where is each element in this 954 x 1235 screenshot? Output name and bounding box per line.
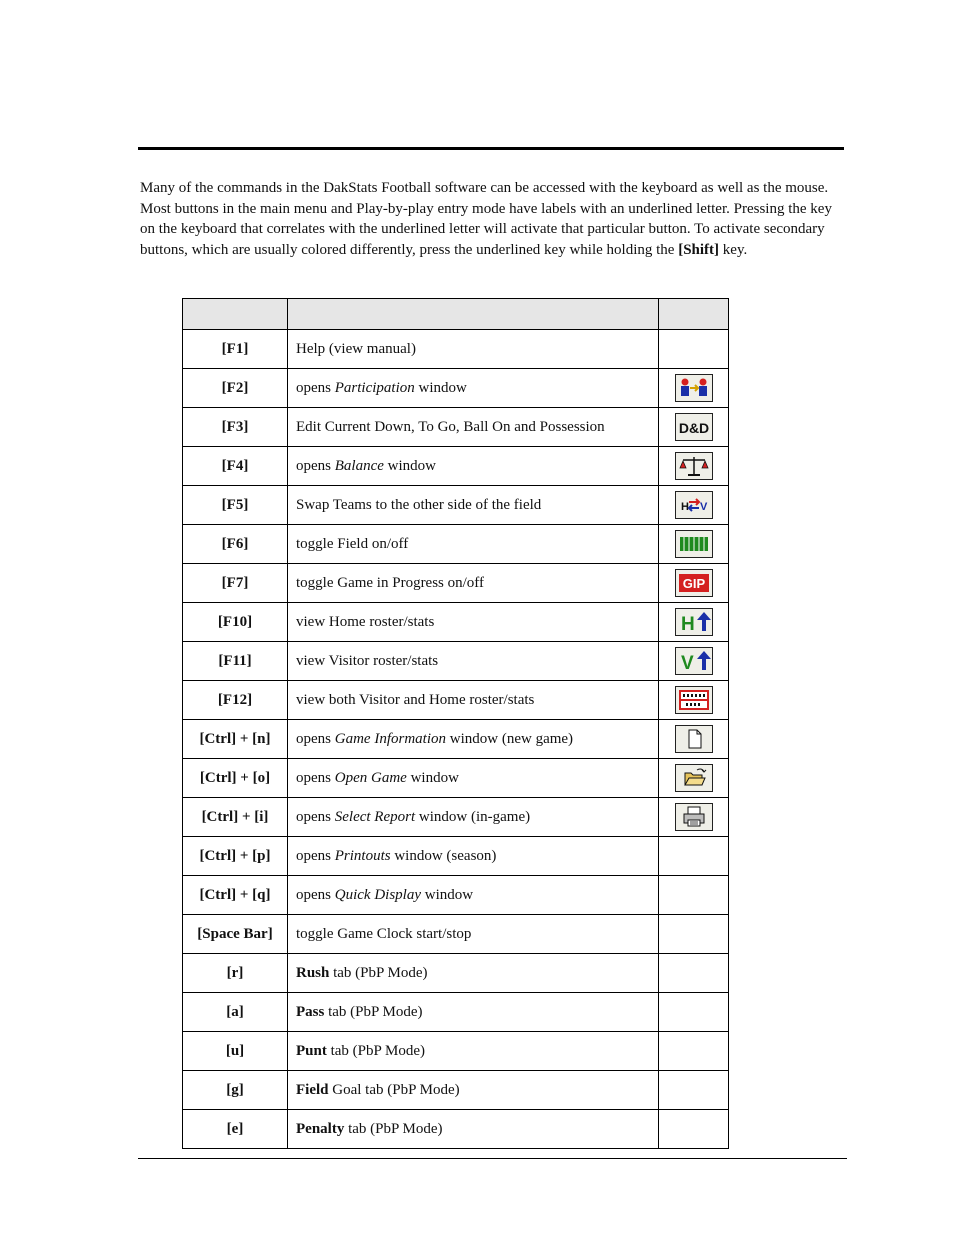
svg-text:V: V — [699, 501, 707, 513]
description-text: tab (PbP Mode) — [344, 1120, 443, 1137]
description-text: tab (PbP Mode) — [329, 964, 428, 981]
shortcut-key: [F7] — [183, 564, 288, 603]
table-row — [183, 798, 729, 837]
description-text: view both Visitor and Home roster/stats — [296, 691, 535, 708]
description-text: tab (PbP Mode) — [326, 1042, 426, 1059]
shortcut-key: [F2] — [183, 369, 288, 408]
shortcut-key: [g] — [183, 1071, 288, 1110]
description-text: Goal tab (PbP Mode) — [328, 1081, 460, 1098]
description-text-end: window (new game) — [446, 730, 574, 747]
shortcut-description — [288, 993, 659, 1032]
shortcut-description — [288, 486, 659, 525]
description-text: toggle Game Clock start/stop — [296, 925, 472, 942]
table-row — [183, 681, 729, 720]
toolbar-button-cell — [659, 1110, 729, 1149]
tab-name: Pass — [296, 1003, 325, 1020]
visitor-roster-icon — [675, 647, 713, 675]
shortcut-description — [288, 1032, 659, 1071]
shortcut-description — [288, 798, 659, 837]
intro-text: Many of the commands in the DakStats Football software can be accessed with the keyboard as well as the mouse. Most buttons in the main menu and Play-by-play entry mode have labels with an underlined letter. Pressing the key on the keyboard that correlates with the underlined letter will activate that particular button. To activate secondary buttons, which are usually colored differently, press the underlined key while holding the — [140, 180, 832, 258]
table-row — [183, 330, 729, 369]
shortcut-key: [Ctrl] + [o] — [183, 759, 288, 798]
toolbar-button-cell — [659, 993, 729, 1032]
shortcut-description — [288, 954, 659, 993]
printer-icon — [675, 803, 713, 831]
intro-paragraph — [140, 178, 840, 260]
description-text-end: window — [414, 379, 467, 396]
shortcut-description — [288, 915, 659, 954]
description-text: opens — [296, 808, 335, 825]
toolbar-button-cell — [659, 408, 729, 447]
table-row — [183, 1110, 729, 1149]
description-text: tab (PbP Mode) — [324, 1003, 423, 1020]
table-row — [183, 876, 729, 915]
shortcut-key: [Ctrl] + [q] — [183, 876, 288, 915]
header-key — [183, 299, 288, 330]
description-text: view Visitor roster/stats — [296, 652, 439, 669]
toolbar-button-cell — [659, 954, 729, 993]
shortcut-description — [288, 759, 659, 798]
table-row — [183, 915, 729, 954]
toolbar-button-cell — [659, 642, 729, 681]
shortcut-key: [Ctrl] + [n] — [183, 720, 288, 759]
shortcut-description — [288, 369, 659, 408]
shortcut-description — [288, 603, 659, 642]
table-row — [183, 759, 729, 798]
description-text: toggle Field on/off — [296, 535, 409, 552]
table-row — [183, 447, 729, 486]
description-text: toggle Game in Progress on/off — [296, 574, 485, 591]
shortcut-key: [u] — [183, 1032, 288, 1071]
shortcut-key: [F6] — [183, 525, 288, 564]
table-row — [183, 486, 729, 525]
table-header-row — [183, 299, 729, 330]
window-name: Game Information — [334, 730, 446, 747]
window-name: Balance — [334, 457, 384, 474]
tab-name: Penalty — [296, 1120, 345, 1137]
svg-text:V: V — [680, 653, 694, 674]
toolbar-button-cell — [659, 369, 729, 408]
table-row — [183, 954, 729, 993]
header-function — [288, 299, 659, 330]
new-document-icon — [675, 725, 713, 753]
shortcut-description — [288, 642, 659, 681]
toolbar-button-cell — [659, 1071, 729, 1110]
game-in-progress-icon — [675, 569, 713, 597]
description-text-end: window — [406, 769, 459, 786]
table-row — [183, 993, 729, 1032]
window-name: Open Game — [334, 769, 407, 786]
bottom-rule — [138, 1158, 847, 1159]
shortcut-key: [Space Bar] — [183, 915, 288, 954]
tab-name: Field — [296, 1081, 329, 1098]
description-text-end: window — [383, 457, 436, 474]
svg-text:D&D: D&D — [678, 420, 709, 436]
shortcut-description — [288, 447, 659, 486]
window-name: Select Report — [334, 808, 416, 825]
open-folder-icon — [675, 764, 713, 792]
table-row — [183, 1071, 729, 1110]
shortcut-key: [a] — [183, 993, 288, 1032]
toolbar-button-cell — [659, 525, 729, 564]
description-text: opens — [296, 730, 335, 747]
table-row — [183, 564, 729, 603]
shortcut-description — [288, 837, 659, 876]
keyboard-shortcuts-table — [182, 298, 729, 1149]
shortcut-description — [288, 720, 659, 759]
intro-text-end: key. — [719, 241, 748, 258]
balance-scale-icon — [675, 452, 713, 480]
shortcut-key: [e] — [183, 1110, 288, 1149]
shortcut-description — [288, 525, 659, 564]
shortcut-key: [Ctrl] + [i] — [183, 798, 288, 837]
shortcut-key: [r] — [183, 954, 288, 993]
shortcut-description — [288, 330, 659, 369]
shortcut-key: [F5] — [183, 486, 288, 525]
shortcut-key: [F10] — [183, 603, 288, 642]
tab-name: Punt — [296, 1042, 327, 1059]
down-distance-icon — [675, 413, 713, 441]
shortcut-description — [288, 564, 659, 603]
toolbar-button-cell — [659, 603, 729, 642]
header-button — [659, 299, 729, 330]
both-rosters-icon — [675, 686, 713, 714]
shortcut-description — [288, 1110, 659, 1149]
table-row — [183, 720, 729, 759]
description-text: Help (view manual) — [296, 340, 416, 357]
svg-text:H: H — [680, 614, 695, 635]
description-text: opens — [296, 847, 335, 864]
svg-text:GIP: GIP — [682, 576, 705, 591]
shortcut-key: [F1] — [183, 330, 288, 369]
shortcut-key: [F12] — [183, 681, 288, 720]
toolbar-button-cell — [659, 876, 729, 915]
shortcut-description — [288, 681, 659, 720]
description-text: view Home roster/stats — [296, 613, 435, 630]
description-text: Edit Current Down, To Go, Ball On and Possession — [296, 418, 605, 435]
shortcut-key: [F11] — [183, 642, 288, 681]
table-row — [183, 603, 729, 642]
shift-key-label: [Shift] — [678, 241, 720, 258]
description-text: Swap Teams to the other side of the field — [296, 496, 542, 513]
swap-teams-icon — [675, 491, 713, 519]
window-name: Quick Display — [334, 886, 421, 903]
toolbar-button-cell — [659, 837, 729, 876]
toolbar-button-cell — [659, 1032, 729, 1071]
table-row — [183, 837, 729, 876]
toolbar-button-cell — [659, 915, 729, 954]
description-text: opens — [296, 457, 335, 474]
window-name: Participation — [334, 379, 415, 396]
shortcut-key: [F3] — [183, 408, 288, 447]
tab-name: Rush — [296, 964, 330, 981]
shortcut-key: [Ctrl] + [p] — [183, 837, 288, 876]
description-text-end: window (season) — [390, 847, 497, 864]
toolbar-button-cell — [659, 330, 729, 369]
table-row — [183, 369, 729, 408]
toolbar-button-cell — [659, 564, 729, 603]
svg-text:H: H — [680, 501, 689, 513]
description-text: opens — [296, 769, 335, 786]
description-text-end: window — [420, 886, 474, 903]
table-row — [183, 1032, 729, 1071]
shortcut-key: [F4] — [183, 447, 288, 486]
toolbar-button-cell — [659, 447, 729, 486]
toolbar-button-cell — [659, 720, 729, 759]
table-row — [183, 408, 729, 447]
toolbar-button-cell — [659, 681, 729, 720]
shortcut-description — [288, 876, 659, 915]
toolbar-button-cell — [659, 759, 729, 798]
participation-icon — [675, 374, 713, 402]
description-text-end: window (in-game) — [415, 808, 531, 825]
top-rule — [138, 147, 844, 150]
description-text: opens — [296, 379, 335, 396]
window-name: Printouts — [334, 847, 391, 864]
toolbar-button-cell — [659, 798, 729, 837]
toolbar-button-cell — [659, 486, 729, 525]
shortcut-description — [288, 1071, 659, 1110]
home-roster-icon — [675, 608, 713, 636]
field-icon — [675, 530, 713, 558]
shortcut-description — [288, 408, 659, 447]
description-text: opens — [296, 886, 335, 903]
table-row — [183, 642, 729, 681]
table-row — [183, 525, 729, 564]
